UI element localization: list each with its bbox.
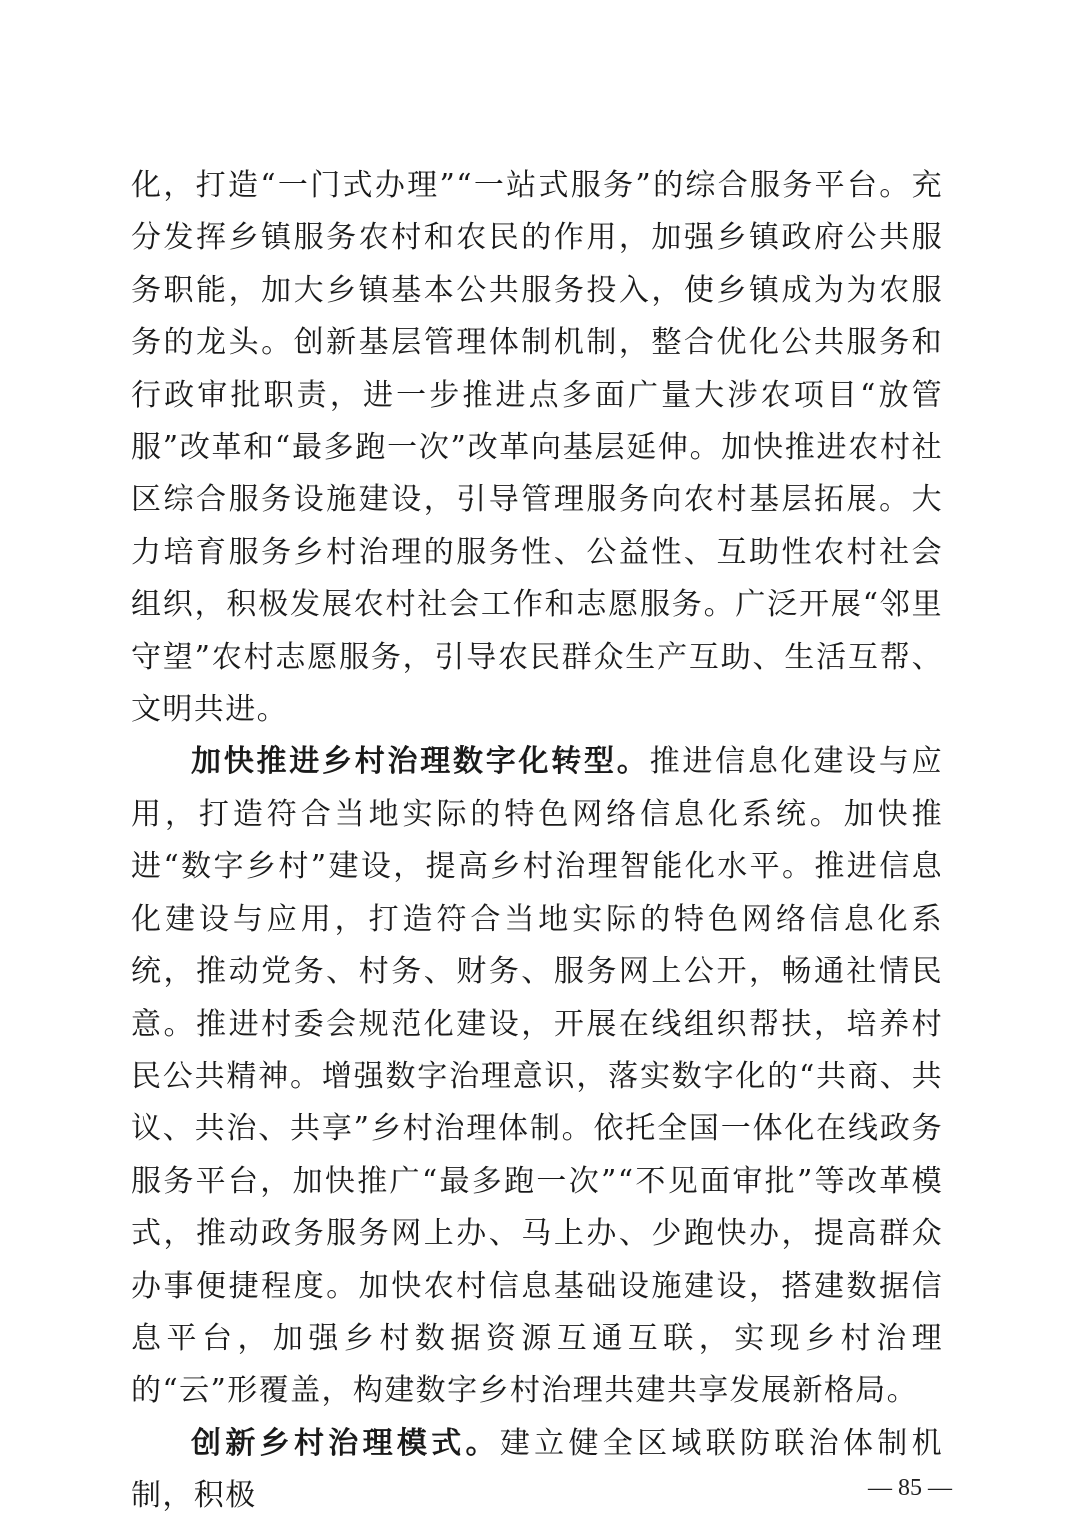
paragraph-continuation [131,160,943,736]
paragraph-text: 推进信息化建设与应用，打造符合当地实际的特色网络信息化系统。加快推进“数字乡村”建设，提高乡村治理智能化水平。推进信息化建设与应用，打造符合当地实际的特色网络信息化系统，推动党务、村务、财务、服务网上公开，畅通社情民意。推进村委会规范化建设，开展在线组织帮扶，培养村民公共精神。增强数字治理意识，落实数字化的“共商、共议、共治、共享”乡村治理体制。依托全国一体化在线政务服务平台，加快推广“最多跑一次”“不见面审批”等改革模式，推动政务服务网上办、马上办、少跑快办，提高群众办事便捷程度。加快农村信息基础设施建设，搭建数据信息平台，加强乡村数据资源互通互联，实现乡村治理的“云”形覆盖，构建数字乡村治理共建共享发展新格局。 [131,744,943,1409]
paragraph-text: 化，打造“一门式办理”“一站式服务”的综合服务平台。充分发挥乡镇服务农村和农民的作用，加强乡镇政府公共服务职能，加大乡镇基本公共服务投入，使乡镇成为为农服务的龙头。创新基层管理体制机制，整合优化公共服务和行政审批职责，进一步推进点多面广量大涉农项目“放管服”改革和“最多跑一次”改革向基层延伸。加快推进农村社区综合服务设施建设，引导管理服务向农村基层拓展。大力培育服务乡村治理的服务性、公益性、互助性农村社会组织，积极发展农村社会工作和志愿服务。广泛开展“邻里守望”农村志愿服务，引导农民群众生产互助、生活互帮、文明共进。 [131,168,943,728]
body-text [131,160,943,1523]
paragraph-governance-model [131,1418,943,1523]
paragraph-heading: 加快推进乡村治理数字化转型。 [191,744,650,780]
paragraph-digital-transformation [131,736,943,1417]
page-number: — 85 — [868,1475,952,1501]
paragraph-text: 建立健全区域联防联治体制机制，积极 [131,1425,943,1514]
paragraph-heading: 创新乡村治理模式。 [191,1425,500,1461]
